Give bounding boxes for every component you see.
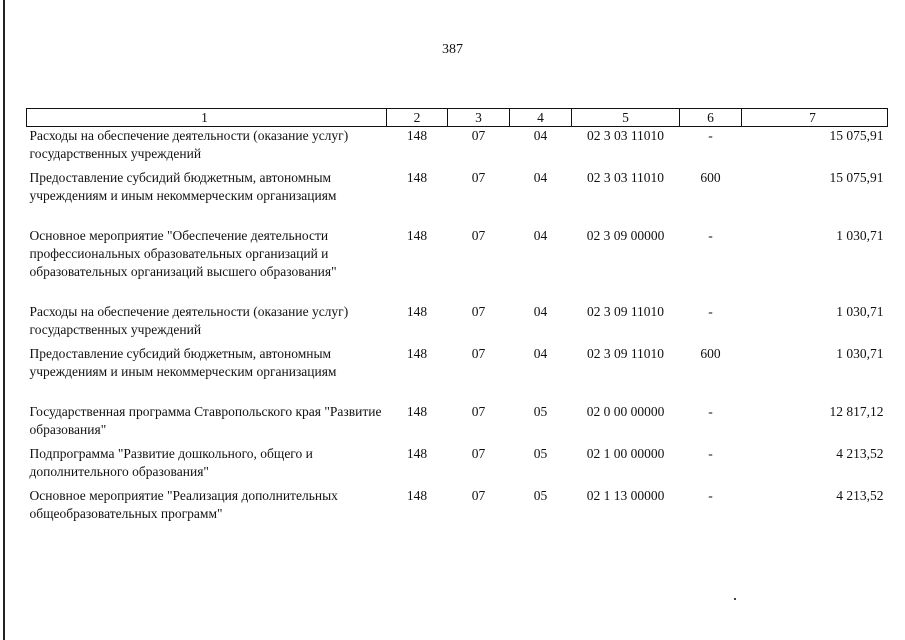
cell-col-7: 1 030,71	[836, 346, 884, 361]
cell-col-5: 02 1 00 00000	[586, 446, 665, 461]
cell-col-2: 148	[406, 228, 428, 243]
cell-col-3: 07	[471, 488, 486, 503]
cell-col-2: 148	[406, 446, 428, 461]
cell-col-5: 02 0 00 00000	[586, 404, 665, 419]
cell-col-7: 4 213,52	[836, 488, 884, 503]
cell-col-4: 05	[533, 446, 548, 461]
cell-col-2: 148	[406, 170, 428, 185]
cell-col-6: -	[708, 404, 713, 419]
cell-col-6: -	[708, 128, 713, 143]
cell-col-3: 07	[471, 446, 486, 461]
column-header-6: 6	[680, 109, 742, 127]
cell-col-2: 148	[406, 488, 428, 503]
cell-col-3: 07	[471, 128, 486, 143]
cell-col-5: 02 3 03 11010	[586, 170, 665, 185]
table-row	[27, 487, 888, 523]
column-header-1: 1	[27, 109, 387, 127]
cell-col-2: 148	[406, 346, 428, 361]
scan-speck	[734, 598, 736, 600]
cell-col-3: 07	[471, 228, 486, 243]
cell-col-5: 02 3 09 00000	[586, 228, 665, 243]
page-number: 387	[442, 42, 463, 57]
cell-col-7: 4 213,52	[836, 446, 884, 461]
cell-col-6: -	[708, 488, 713, 503]
cell-col-7: 1 030,71	[836, 304, 884, 319]
row-name: Основное мероприятие "Реализация дополнительных общеобразовательных программ"	[29, 488, 338, 521]
cell-col-7: 15 075,91	[829, 170, 884, 185]
table-row	[27, 345, 888, 381]
table-row	[27, 403, 888, 439]
cell-col-6: 600	[700, 346, 721, 361]
cell-col-5: 02 3 03 11010	[586, 128, 665, 143]
column-header-3: 3	[448, 109, 510, 127]
cell-col-2: 148	[406, 404, 428, 419]
cell-col-3: 07	[471, 304, 486, 319]
row-name: Расходы на обеспечение деятельности (оказание услуг) государственных учреждений	[29, 304, 349, 337]
cell-col-2: 148	[406, 128, 428, 143]
cell-col-5: 02 3 09 11010	[586, 304, 665, 319]
cell-col-5: 02 1 13 00000	[586, 488, 665, 503]
row-name: Государственная программа Ставропольского края "Развитие образования"	[29, 404, 382, 437]
cell-col-7: 1 030,71	[836, 228, 884, 243]
cell-col-6: -	[708, 228, 713, 243]
cell-col-3: 07	[471, 346, 486, 361]
column-header-4: 4	[510, 109, 572, 127]
cell-col-7: 12 817,12	[829, 404, 884, 419]
table-row	[27, 227, 888, 281]
row-name: Предоставление субсидий бюджетным, автономным учреждениям и иным некоммерческим организациям	[29, 170, 337, 203]
row-name: Расходы на обеспечение деятельности (оказание услуг) государственных учреждений	[29, 128, 349, 161]
cell-col-6: 600	[700, 170, 721, 185]
row-name: Предоставление субсидий бюджетным, автономным учреждениям и иным некоммерческим организациям	[29, 346, 337, 379]
budget-table	[26, 108, 888, 523]
column-header-7: 7	[742, 109, 888, 127]
cell-col-6: -	[708, 446, 713, 461]
cell-col-4: 05	[533, 404, 548, 419]
cell-col-4: 04	[533, 304, 548, 319]
cell-col-4: 04	[533, 346, 548, 361]
cell-col-4: 05	[533, 488, 548, 503]
column-header-5: 5	[572, 109, 680, 127]
cell-col-6: -	[708, 304, 713, 319]
cell-col-3: 07	[471, 170, 486, 185]
table-row	[27, 169, 888, 205]
cell-col-4: 04	[533, 128, 548, 143]
table-row	[27, 127, 888, 164]
table-row	[27, 445, 888, 481]
row-name: Основное мероприятие "Обеспечение деятельности профессиональных образовательных организаций и образовательных организаций высшего образования"	[29, 228, 337, 279]
cell-col-4: 04	[533, 170, 548, 185]
cell-col-7: 15 075,91	[829, 128, 884, 143]
cell-col-5: 02 3 09 11010	[586, 346, 665, 361]
page-left-border	[3, 0, 5, 640]
cell-col-4: 04	[533, 228, 548, 243]
table-header-row	[27, 109, 888, 127]
table-row	[27, 303, 888, 339]
row-name: Подпрограмма "Развитие дошкольного, общего и дополнительного образования"	[29, 446, 313, 479]
cell-col-3: 07	[471, 404, 486, 419]
column-header-2: 2	[387, 109, 448, 127]
cell-col-2: 148	[406, 304, 428, 319]
